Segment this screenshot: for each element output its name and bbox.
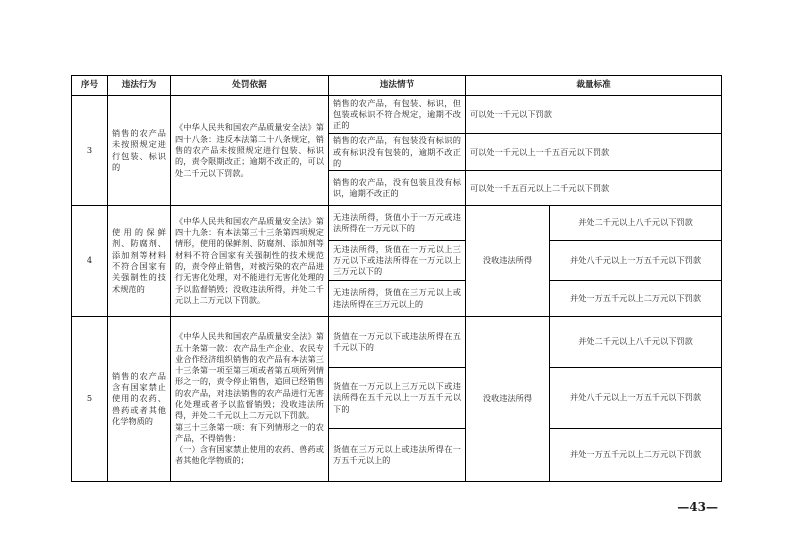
row4-circumstance-2: 无违法所得，货值在一万元以上三万元以下或违法所得在一万元以上三万元以下的 bbox=[329, 240, 466, 281]
row5-circumstance-1: 货值在一万元以下或违法所得在五千元以下的 bbox=[329, 317, 466, 368]
table-row bbox=[72, 206, 722, 241]
header-act: 违法行为 bbox=[108, 76, 171, 96]
row5-act: 销售的农产品含有国家禁止使用的农药、兽药或者其他化学物质的 bbox=[108, 317, 171, 482]
row4-standard-1: 并处二千元以上八千元以下罚款 bbox=[550, 206, 722, 241]
row5-standard-3: 并处一万五千元以上二万元以下罚款 bbox=[550, 428, 722, 481]
row4-basis: 《中华人民共和国农产品质量安全法》第四十九条：有本法第三十三条第四项规定情形，使用的保鲜剂、防腐剂、添加剂等材料不符合国家有关强制性的技术规范的，责令停止销售，对被污染的农产品进行无害化处理，对不能进行无害化处理的予以监督销毁；没收违法所得，并处二千元以上二万元以下罚款。 bbox=[171, 206, 329, 317]
row4-standard-2: 并处八千元以上一万五千元以下罚款 bbox=[550, 240, 722, 281]
row3-seq: 3 bbox=[72, 96, 108, 206]
row5-standard-2: 并处八千元以上一万五千元以下罚款 bbox=[550, 367, 722, 428]
table-header-row bbox=[72, 76, 722, 96]
row4-act: 使用的保鲜剂、防腐剂、添加剂等材料不符合国家有关强制性的技术规范的 bbox=[108, 206, 171, 317]
row3-circumstance-1: 销售的农产品，有包装、标识，但包装或标识不符合规定，逾期不改正的 bbox=[329, 96, 466, 134]
row3-circumstance-2: 销售的农产品，有包装没有标识的或有标识没有包装的，逾期不改正的 bbox=[329, 133, 466, 171]
row5-basis bbox=[171, 317, 329, 482]
row5-seq: 5 bbox=[72, 317, 108, 482]
row4-seq: 4 bbox=[72, 206, 108, 317]
row3-act: 销售的农产品未按照规定进行包装、标识的 bbox=[108, 96, 171, 206]
row3-standard-2: 可以处一千元以上一千五百元以下罚款 bbox=[466, 133, 722, 171]
row5-basis-main: 《中华人民共和国农产品质量安全法》第五十条第一款：农产品生产企业、农民专业合作经济组织销售的农产品有本法第三十三条第一项至第三项或者第五项所列情形之一的，责令停止销售，追回已经销售的农产品，对违法销售的农产品进行无害化处理或者予以监督销毁；没收违法所得，并处二千元以上二万元以下罚款。 bbox=[175, 331, 324, 421]
row4-confiscation: 没收违法所得 bbox=[466, 206, 550, 317]
row5-standard-1: 并处二千元以上八千元以下罚款 bbox=[550, 317, 722, 368]
row3-basis: 《中华人民共和国农产品质量安全法》第四十八条：违反本法第二十八条规定，销售的农产品未按照规定进行包装、标识的，责令限期改正；逾期不改正的，可以处二千元以下罚款。 bbox=[171, 96, 329, 206]
header-basis: 处罚依据 bbox=[171, 76, 329, 96]
header-seq: 序号 bbox=[72, 76, 108, 96]
penalty-discretion-table bbox=[71, 75, 722, 482]
page-number: —43— bbox=[677, 500, 718, 514]
header-standard: 裁量标准 bbox=[466, 76, 722, 96]
header-circumstance: 违法情节 bbox=[329, 76, 466, 96]
row3-standard-1: 可以处一千元以下罚款 bbox=[466, 96, 722, 134]
row5-circumstance-3: 货值在三万元以上或违法所得在一万五千元以上的 bbox=[329, 428, 466, 481]
row5-circumstance-2: 货值在一万元以上三万元以下或违法所得在五千元以上一万五千元以下的 bbox=[329, 367, 466, 428]
table-row bbox=[72, 317, 722, 368]
row3-standard-3: 可以处一千五百元以上二千元以下罚款 bbox=[466, 171, 722, 206]
row4-circumstance-3: 无违法所得，货值在三万元以上或违法所得在三万元以上的 bbox=[329, 281, 466, 317]
row4-standard-3: 并处一万五千元以上二万元以下罚款 bbox=[550, 281, 722, 317]
row3-circumstance-3: 销售的农产品，没有包装且没有标识，逾期不改正的 bbox=[329, 171, 466, 206]
row4-circumstance-1: 无违法所得，货值小于一万元或违法所得在一万元以下的 bbox=[329, 206, 466, 241]
row5-basis-article: 第三十三条第一项：有下列情形之一的农产品，不得销售： bbox=[175, 421, 324, 443]
table-row bbox=[72, 96, 722, 134]
row5-confiscation: 没收违法所得 bbox=[466, 317, 550, 482]
row5-basis-item: （一）含有国家禁止使用的农药、兽药或者其他化学物质的； bbox=[175, 444, 324, 466]
